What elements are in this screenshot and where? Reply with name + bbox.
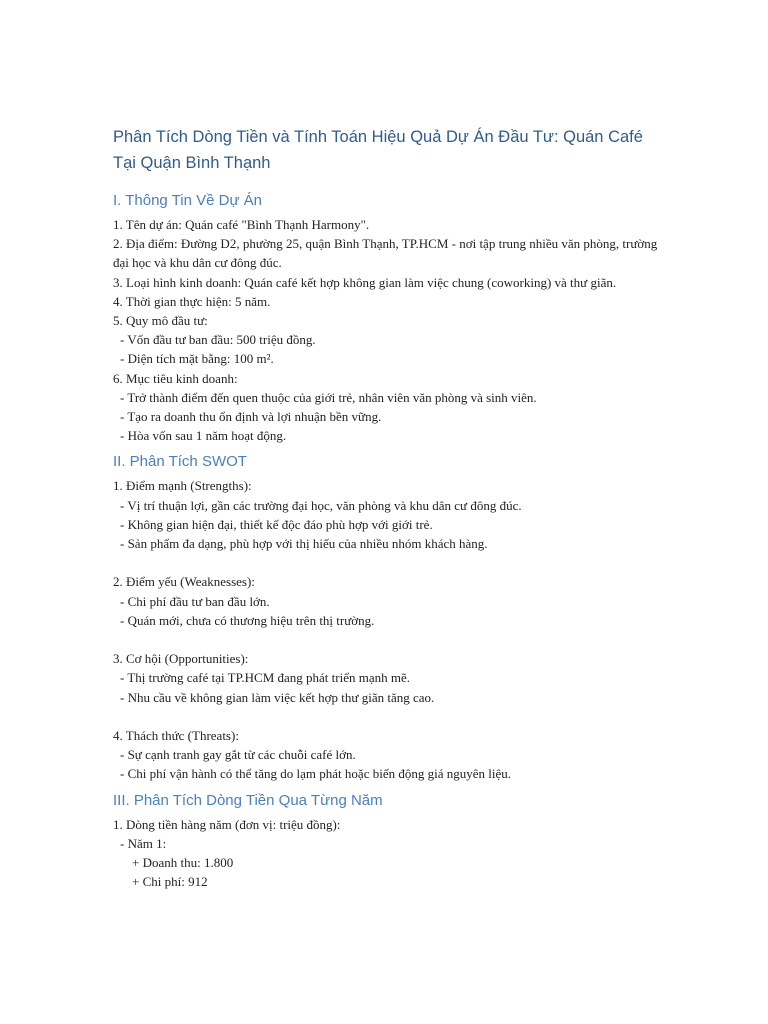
list-item: 1. Điểm mạnh (Strengths): [113, 478, 252, 494]
section-heading: II. Phân Tích SWOT [113, 453, 247, 471]
list-item: 6. Mục tiêu kinh doanh: [113, 370, 238, 386]
list-item: 1. Tên dự án: Quán café "Bình Thạnh Harmony". [113, 217, 370, 232]
sub-list-item: - Chi phí vận hành có thể tăng do lạm phát hoặc biến động giá nguyên liệu. [120, 766, 511, 782]
section-heading: III. Phân Tích Dòng Tiền Qua Từng Năm [113, 791, 383, 809]
sub-list-item: - Hòa vốn sau 1 năm hoạt động. [120, 428, 287, 444]
list-item: 1. Dòng tiền hàng năm (đơn vị: triệu đồng): [113, 816, 341, 832]
section-1 [113, 191, 658, 445]
sub-list-item: - Sản phẩm đa dạng, phù hợp với thị hiếu của nhiều nhóm khách hàng. [120, 536, 488, 552]
blank-line [113, 707, 658, 726]
sub-list-item: + Chi phí: 912 [132, 874, 208, 890]
document-content [113, 124, 658, 898]
blank-line [113, 553, 658, 572]
document-sections [113, 191, 658, 891]
sub-list-item: - Vị trí thuận lợi, gần các trường đại học, văn phòng và khu dân cư đông đúc. [120, 497, 522, 513]
list-item: 2. Điểm yếu (Weaknesses): [113, 574, 255, 590]
sub-list-item: - Thị trường café tại TP.HCM đang phát triển mạnh mẽ. [120, 670, 410, 686]
sub-list-item: - Sự cạnh tranh gay gắt từ các chuỗi café lớn. [120, 747, 356, 763]
section-3 [113, 791, 658, 892]
sub-list-item: - Vốn đầu tư ban đầu: 500 triệu đồng. [120, 332, 316, 348]
sub-list-item: - Chi phí đầu tư ban đầu lớn. [120, 593, 270, 609]
list-item: 4. Thách thức (Threats): [113, 728, 239, 744]
sub-list-item: - Nhu cầu về không gian làm việc kết hợp thư giãn tăng cao. [120, 689, 435, 705]
sub-list-item: - Diện tích mặt bằng: 100 m². [120, 351, 274, 367]
sub-list-item: - Năm 1: [120, 835, 167, 851]
sub-list-item: - Tạo ra doanh thu ổn định và lợi nhuận bền vững. [120, 409, 382, 425]
list-item: 3. Cơ hội (Opportunities): [113, 651, 249, 667]
document-title: Phân Tích Dòng Tiền và Tính Toán Hiệu Quả Dự Án Đầu Tư: Quán Café Tại Quận Bình Thạnh [113, 128, 643, 172]
list-item: 4. Thời gian thực hiện: 5 năm. [113, 293, 271, 309]
sub-list-item: + Doanh thu: 1.800 [132, 855, 234, 871]
list-item: 5. Quy mô đầu tư: [113, 313, 208, 329]
section-2 [113, 452, 658, 783]
blank-line [113, 630, 658, 649]
section-heading: I. Thông Tin Về Dự Án [113, 192, 263, 209]
sub-list-item: - Quán mới, chưa có thương hiệu trên thị trường. [120, 612, 375, 628]
list-item: 3. Loại hình kinh doanh: Quán café kết hợp không gian làm việc chung (coworking) và thư giãn. [113, 274, 617, 290]
sub-list-item: - Không gian hiện đại, thiết kế độc đáo phù hợp với giới trẻ. [120, 516, 433, 532]
sub-list-item: - Trở thành điểm đến quen thuộc của giới trẻ, nhân viên văn phòng và sinh viên. [120, 389, 537, 405]
list-item: 2. Địa điểm: Đường D2, phường 25, quận Bình Thạnh, TP.HCM - nơi tập trung nhiều văn phòng, trường đại học và khu dân cư đông đúc. [113, 236, 658, 271]
